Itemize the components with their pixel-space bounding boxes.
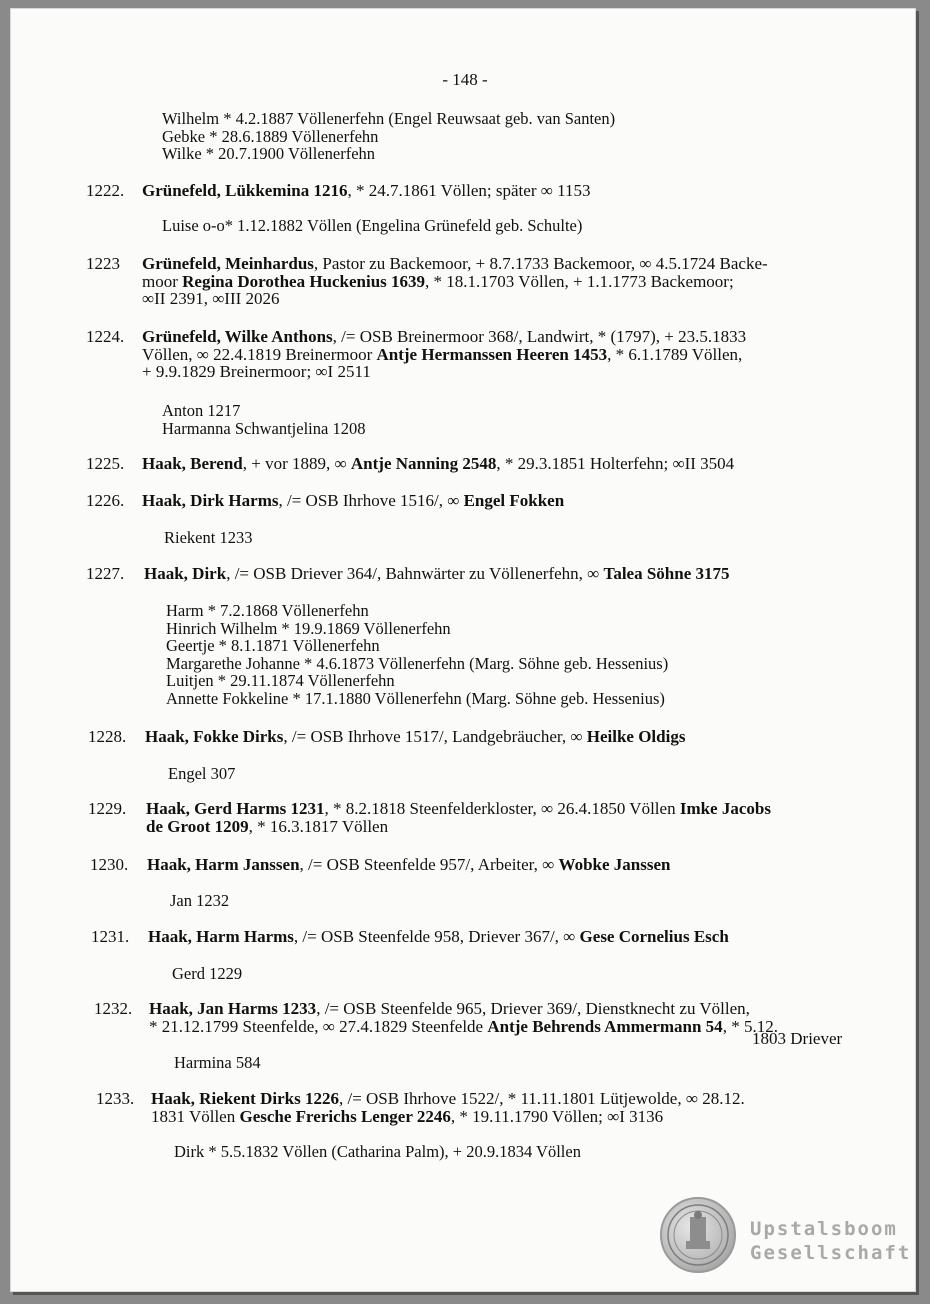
person-name: Haak, Berend [142,454,243,473]
entry-details-continuation: 1803 Driever [752,1029,843,1048]
spouse-name: Gese Cornelius Esch [579,927,729,946]
entry-number: 1223 [86,254,120,273]
person-name: Grünefeld, Lükkemina 1216 [142,181,348,200]
entry-details: , * 6.1.1789 Völlen, [607,344,743,364]
entry-details: moor [142,271,183,291]
child-line: Annette Fokkeline * 17.1.1880 Völlenerfehn (Marg. Söhne geb. Hessenius) [166,688,665,708]
entry-details: , * 29.3.1851 Holterfehn; ∞II 3504 [496,454,735,473]
entry-details: * 21.12.1799 Steenfelde, ∞ 27.4.1829 Steenfelde [149,1016,488,1036]
entry-details: , /= OSB Steenfelde 957/, Arbeiter, ∞ [299,855,559,874]
child-line: Engel 307 [168,764,236,783]
child-line: Wilhelm * 4.2.1887 Völlenerfehn (Engel Reuwsaat geb. van Santen) [162,109,616,128]
child-line: Riekent 1233 [164,528,253,547]
top-children [162,110,615,163]
spouse-name: de Groot 1209 [146,816,249,836]
entry-details: , + vor 1889, ∞ [242,454,351,473]
children-1222 [162,217,582,235]
child-line: Margarethe Johanne * 4.6.1873 Völlenerfehn (Marg. Söhne geb. Hessenius) [166,653,669,673]
child-line: Hinrich Wilhelm * 19.9.1869 Völlenerfehn [166,618,451,638]
watermark-line-2: Gesellschaft [750,1242,912,1264]
person-name: Haak, Dirk [144,564,227,583]
person-name: Haak, Harm Harms [148,927,294,946]
person-name: Haak, Dirk Harms [142,491,279,510]
person-name: Grünefeld, Wilke Anthons [142,327,333,346]
child-line: Luise o-o* 1.12.1882 Völlen (Engelina Grünefeld geb. Schulte) [162,216,583,235]
entry-details: 1831 Völlen [151,1106,240,1126]
children-1230 [170,892,229,910]
entry-details: , /= OSB Ihrhove 1522/, * 11.11.1801 Lütjewolde, ∞ 28.12. [338,1089,745,1108]
entry-number: 1232. [94,999,133,1018]
entry-details: , * 16.3.1817 Völlen [248,816,389,836]
child-line: Harm * 7.2.1868 Völlenerfehn [166,601,369,620]
child-line: Harmanna Schwantjelina 1208 [162,418,366,438]
person-name: Haak, Riekent Dirks 1226 [151,1089,339,1108]
entry-number: 1222. [86,181,125,200]
children-1227 [166,602,668,707]
entry-details: ∞II 2391, ∞III 2026 [142,289,280,308]
person-name: Haak, Harm Janssen [147,855,300,874]
entry-number: 1231. [91,927,130,946]
children-1232 [174,1054,261,1072]
spouse-name: Engel Fokken [463,491,565,510]
entry-details: Völlen, ∞ 22.4.1819 Breinermoor [142,344,377,364]
children-1226 [164,529,252,547]
child-line: Geertje * 8.1.1871 Völlenerfehn [166,636,380,655]
spouse-name: Heilke Oldigs [586,727,686,746]
child-line: Harmina 584 [174,1053,261,1072]
entry-details: , * 5.12. [722,1016,778,1036]
person-name: Haak, Gerd Harms 1231 [146,799,325,818]
spouse-name: Antje Nanning 2548 [350,454,497,473]
child-line: Wilke * 20.7.1900 Völlenerfehn [162,144,376,163]
person-name: Haak, Fokke Dirks [145,727,284,746]
entry-number: 1227. [86,564,125,583]
entry-details: , /= OSB Ihrhove 1517/, Landgebräucher, ∞ [283,727,587,746]
entry-details: , /= OSB Steenfelde 958, Driever 367/, ∞ [293,927,580,946]
children-1224 [162,402,365,437]
entry-details: , * 24.7.1861 Völlen; später ∞ 1153 [347,181,591,200]
entry-number: 1225. [86,454,125,473]
spouse-name: Talea Söhne 3175 [603,564,730,583]
children-1233 [174,1143,581,1161]
child-line: Jan 1232 [170,891,230,910]
entry-details: , * 18.1.1703 Völlen, + 1.1.1773 Backemoor; [425,271,734,291]
entry-details: , /= OSB Breinermoor 368/, Landwirt, * (1797), + 23.5.1833 [332,327,747,346]
entry-number: 1233. [96,1089,135,1108]
entry-details: , /= OSB Driever 364/, Bahnwärter zu Völlenerfehn, ∞ [226,564,604,583]
child-line: Dirk * 5.5.1832 Völlen (Catharina Palm), + 20.9.1834 Völlen [174,1142,581,1161]
spouse-name: Antje Hermanssen Heeren 1453 [376,344,608,364]
entry-number: 1229. [88,799,127,818]
entry-details: + 9.9.1829 Breinermoor; ∞I 2511 [142,362,371,381]
child-line: Luitjen * 29.11.1874 Völlenerfehn [166,671,395,690]
child-line: Gerd 1229 [172,964,243,983]
entry-details: , /= OSB Steenfelde 965, Driever 369/, Dienstknecht zu Völlen, [316,999,750,1018]
child-line: Gebke * 28.6.1889 Völlenerfehn [162,126,379,146]
entry-details: , /= OSB Ihrhove 1516/, ∞ [278,491,464,510]
child-line: Anton 1217 [162,401,241,420]
spouse-name: Regina Dorothea Huckenius 1639 [182,271,426,291]
page-number: - 148 - [442,70,488,89]
person-name: Grünefeld, Meinhardus [142,254,314,273]
person-name: Haak, Jan Harms 1233 [149,999,317,1018]
entry-number: 1224. [86,327,125,346]
spouse-name: Antje Behrends Ammermann 54 [487,1016,723,1036]
entry-details: , * 8.2.1818 Steenfelderkloster, ∞ 26.4.1850 Völlen [324,799,680,818]
entry-number: 1226. [86,491,125,510]
entry-number: 1230. [90,855,129,874]
spouse-name: Imke Jacobs [679,799,771,818]
entry-number: 1228. [88,727,127,746]
entry-details: , Pastor zu Backemoor, + 8.7.1733 Backemoor, ∞ 4.5.1724 Backe- [313,254,768,273]
children-1228 [168,765,235,783]
seal-icon [660,1197,736,1273]
entry-details: , * 19.11.1790 Völlen; ∞I 3136 [450,1106,664,1126]
spouse-name: Wobke Janssen [558,855,671,874]
watermark-line-1: Upstalsboom [750,1218,898,1240]
children-1231 [172,965,242,983]
spouse-name: Gesche Frerichs Lenger 2246 [239,1106,451,1126]
